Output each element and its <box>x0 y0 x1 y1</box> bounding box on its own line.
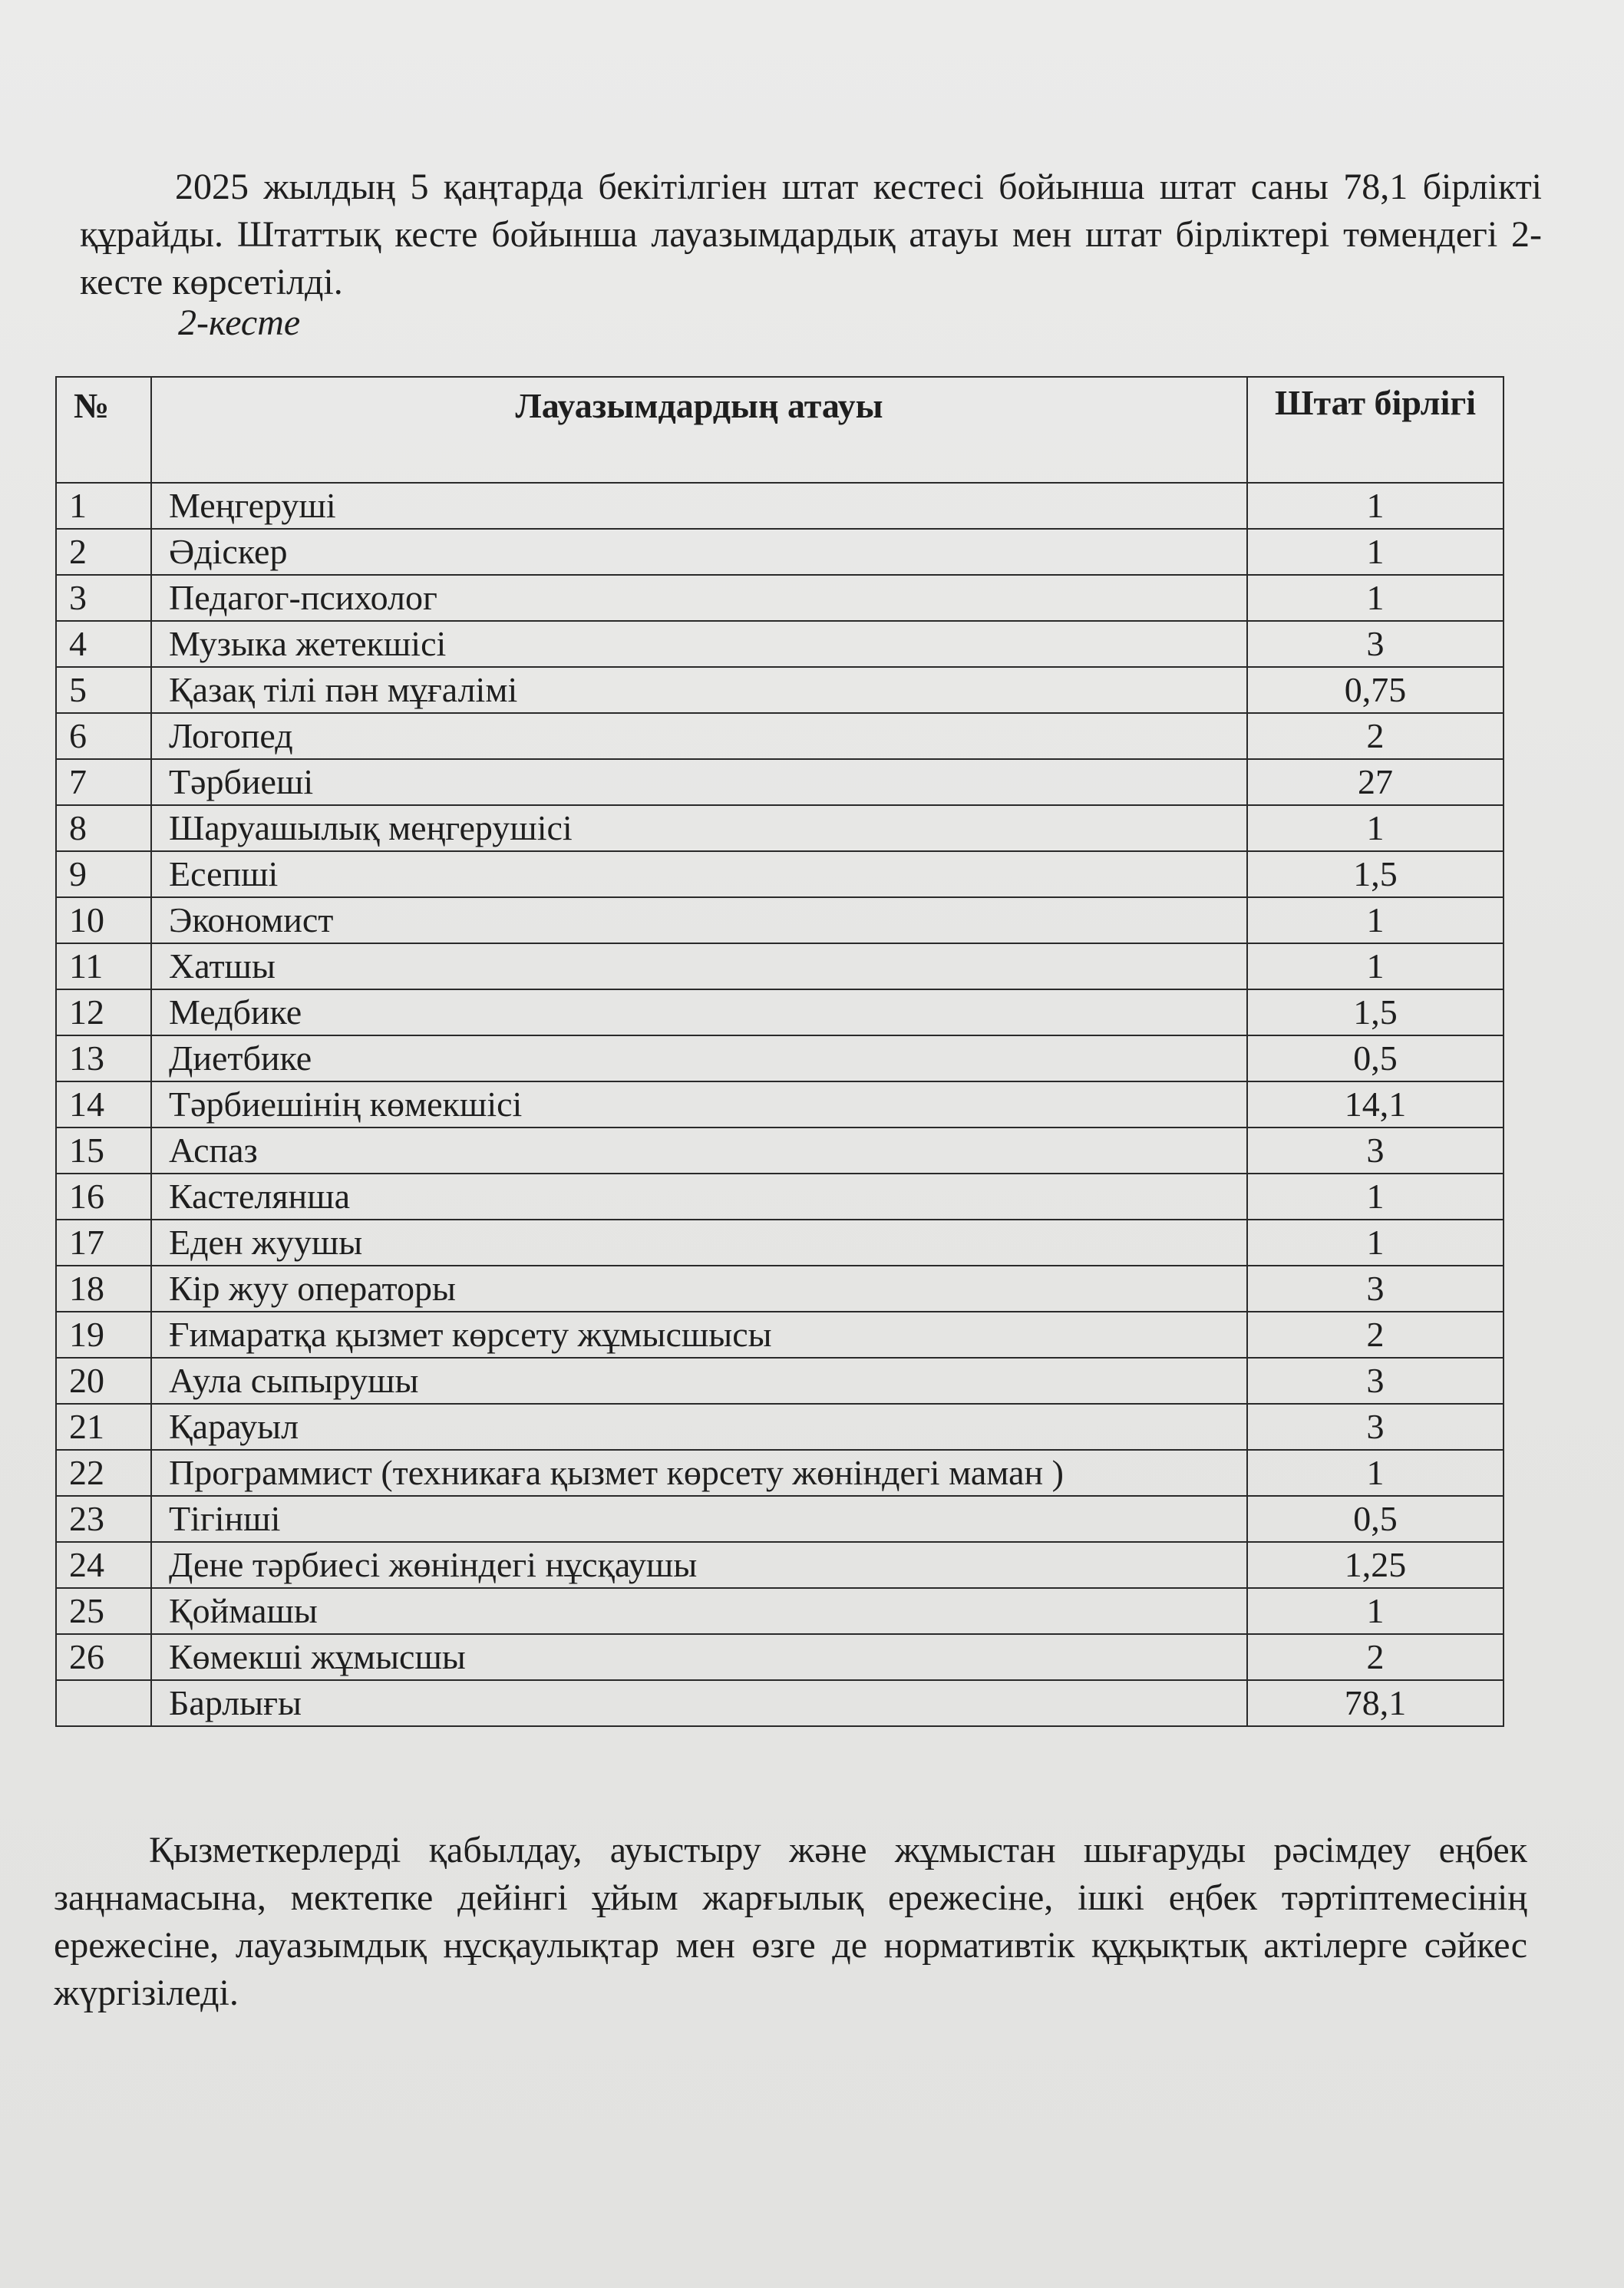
staff-table <box>55 376 1504 1727</box>
table-row <box>56 575 1504 621</box>
row-number: 8 <box>56 805 151 851</box>
table-row <box>56 1542 1504 1588</box>
row-position-name: Логопед <box>151 713 1247 759</box>
row-number: 26 <box>56 1634 151 1680</box>
row-staff-unit: 1 <box>1247 943 1504 989</box>
row-staff-unit: 2 <box>1247 1634 1504 1680</box>
row-number: 3 <box>56 575 151 621</box>
row-position-name: Программист (техникаға қызмет көрсету жөніндегі маман ) <box>151 1450 1247 1496</box>
row-number: 10 <box>56 897 151 943</box>
row-position-name: Шаруашылық меңгерушісі <box>151 805 1247 851</box>
row-position-name: Музыка жетекшісі <box>151 621 1247 667</box>
row-number: 19 <box>56 1312 151 1358</box>
row-staff-unit: 3 <box>1247 1266 1504 1312</box>
row-position-name: Аспаз <box>151 1127 1247 1174</box>
row-number: 11 <box>56 943 151 989</box>
table-caption: 2-кесте <box>178 302 301 343</box>
row-number: 13 <box>56 1035 151 1081</box>
table-row <box>56 1312 1504 1358</box>
table-row <box>56 483 1504 529</box>
table-row <box>56 805 1504 851</box>
row-staff-unit: 3 <box>1247 1358 1504 1404</box>
row-number: 14 <box>56 1081 151 1127</box>
row-staff-unit: 1 <box>1247 1220 1504 1266</box>
row-number: 15 <box>56 1127 151 1174</box>
table-row <box>56 897 1504 943</box>
header-number: № <box>56 377 151 483</box>
total-number <box>56 1680 151 1726</box>
table-row <box>56 989 1504 1035</box>
row-number: 1 <box>56 483 151 529</box>
row-number: 25 <box>56 1588 151 1634</box>
row-position-name: Аула сыпырушы <box>151 1358 1247 1404</box>
table-row <box>56 621 1504 667</box>
row-position-name: Меңгеруші <box>151 483 1247 529</box>
row-number: 12 <box>56 989 151 1035</box>
table-row <box>56 1634 1504 1680</box>
table-body <box>56 483 1504 1726</box>
row-position-name: Көмекші жұмысшы <box>151 1634 1247 1680</box>
row-position-name: Кастелянша <box>151 1174 1247 1220</box>
row-staff-unit: 2 <box>1247 1312 1504 1358</box>
table-row <box>56 1081 1504 1127</box>
total-row <box>56 1680 1504 1726</box>
table-header <box>56 377 1504 483</box>
row-number: 4 <box>56 621 151 667</box>
row-staff-unit: 3 <box>1247 1127 1504 1174</box>
row-staff-unit: 0,5 <box>1247 1496 1504 1542</box>
table-row <box>56 759 1504 805</box>
total-staff-unit: 78,1 <box>1247 1680 1504 1726</box>
row-staff-unit: 3 <box>1247 1404 1504 1450</box>
header-row <box>56 377 1504 483</box>
table-row <box>56 1220 1504 1266</box>
staff-table-container <box>55 376 1503 1727</box>
table-row <box>56 1404 1504 1450</box>
row-staff-unit: 1 <box>1247 1450 1504 1496</box>
row-position-name: Хатшы <box>151 943 1247 989</box>
row-number: 2 <box>56 529 151 575</box>
row-staff-unit: 1 <box>1247 1588 1504 1634</box>
row-position-name: Есепші <box>151 851 1247 897</box>
table-row <box>56 1174 1504 1220</box>
row-number: 6 <box>56 713 151 759</box>
total-label: Барлығы <box>151 1680 1247 1726</box>
table-row <box>56 529 1504 575</box>
row-position-name: Кір жуу операторы <box>151 1266 1247 1312</box>
row-staff-unit: 1 <box>1247 529 1504 575</box>
row-number: 24 <box>56 1542 151 1588</box>
header-position-name: Лауазымдардың атауы <box>151 377 1247 483</box>
row-staff-unit: 1,5 <box>1247 851 1504 897</box>
outro-paragraph: Қызметкерлерді қабылдау, ауыстыру және жұмыстан шығаруды рәсімдеу еңбек заңнамасына, мектепке дейінгі ұйым жарғылық ережесіне, ішкі еңбек тәртіптемесінің ережесіне, лауазымдық нұсқаулықтар мен өзге де нормативтік құқықтық актілерге сәйкес жүргізіледі. <box>54 1830 1527 2013</box>
row-staff-unit: 27 <box>1247 759 1504 805</box>
intro-paragraph: 2025 жылдың 5 қаңтарда бекітілгіен штат кестесі бойынша штат саны 78,1 бірлікті құрайды. Штаттық кесте бойынша лауазымдардық атауы мен штат бірліктері төмендегі 2-кесте көрсетілді. <box>80 167 1542 302</box>
row-number: 21 <box>56 1404 151 1450</box>
table-row <box>56 1127 1504 1174</box>
row-number: 5 <box>56 667 151 713</box>
row-number: 23 <box>56 1496 151 1542</box>
row-position-name: Қоймашы <box>151 1588 1247 1634</box>
row-position-name: Тәрбиеші <box>151 759 1247 805</box>
row-number: 9 <box>56 851 151 897</box>
row-staff-unit: 1,25 <box>1247 1542 1504 1588</box>
row-staff-unit: 1 <box>1247 575 1504 621</box>
row-number: 18 <box>56 1266 151 1312</box>
table-row <box>56 1588 1504 1634</box>
table-row <box>56 943 1504 989</box>
table-row <box>56 1266 1504 1312</box>
row-position-name: Тігінші <box>151 1496 1247 1542</box>
row-number: 22 <box>56 1450 151 1496</box>
row-staff-unit: 1 <box>1247 1174 1504 1220</box>
row-staff-unit: 1 <box>1247 483 1504 529</box>
table-row <box>56 1450 1504 1496</box>
row-position-name: Әдіскер <box>151 529 1247 575</box>
row-position-name: Диетбике <box>151 1035 1247 1081</box>
row-position-name: Ғимаратқа қызмет көрсету жұмысшысы <box>151 1312 1247 1358</box>
table-row <box>56 851 1504 897</box>
row-position-name: Дене тәрбиесі жөніндегі нұсқаушы <box>151 1542 1247 1588</box>
row-staff-unit: 1 <box>1247 805 1504 851</box>
table-row <box>56 713 1504 759</box>
row-number: 20 <box>56 1358 151 1404</box>
header-staff-unit: Штат бірлігі <box>1247 377 1504 483</box>
table-row <box>56 1358 1504 1404</box>
row-staff-unit: 0,75 <box>1247 667 1504 713</box>
table-row <box>56 667 1504 713</box>
row-staff-unit: 2 <box>1247 713 1504 759</box>
row-staff-unit: 14,1 <box>1247 1081 1504 1127</box>
row-position-name: Қарауыл <box>151 1404 1247 1450</box>
table-row <box>56 1496 1504 1542</box>
table-row <box>56 1035 1504 1081</box>
row-position-name: Тәрбиешінің көмекшісі <box>151 1081 1247 1127</box>
row-staff-unit: 1,5 <box>1247 989 1504 1035</box>
row-position-name: Педагог-психолог <box>151 575 1247 621</box>
row-position-name: Экономист <box>151 897 1247 943</box>
row-position-name: Қазақ тілі пән мұғалімі <box>151 667 1247 713</box>
row-staff-unit: 0,5 <box>1247 1035 1504 1081</box>
row-number: 7 <box>56 759 151 805</box>
row-position-name: Медбике <box>151 989 1247 1035</box>
row-staff-unit: 1 <box>1247 897 1504 943</box>
row-number: 16 <box>56 1174 151 1220</box>
row-number: 17 <box>56 1220 151 1266</box>
row-position-name: Еден жуушы <box>151 1220 1247 1266</box>
row-staff-unit: 3 <box>1247 621 1504 667</box>
